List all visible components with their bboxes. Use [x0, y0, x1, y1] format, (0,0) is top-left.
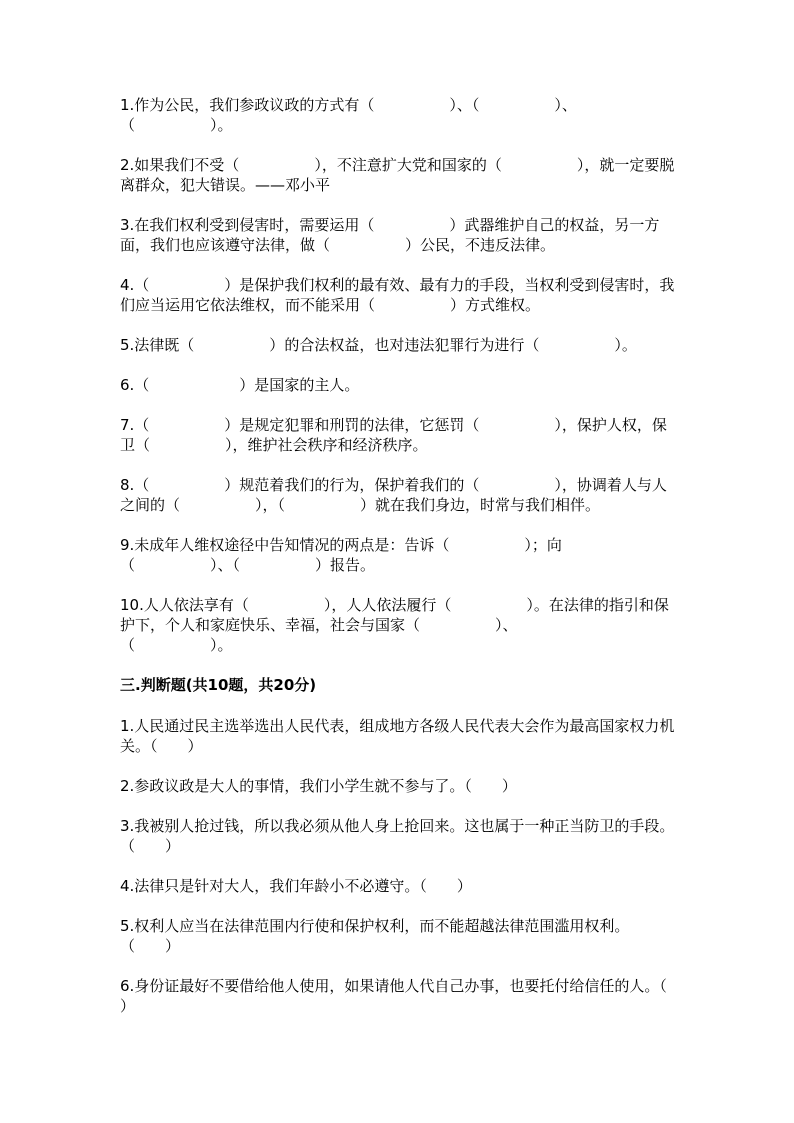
- section-title: 三.判断题(共10题，共20分): [120, 676, 317, 694]
- fill-blank-question-5: 5.法律既（ ）的合法权益，也对违法犯罪行为进行（ ）。: [120, 336, 637, 354]
- fill-blank-question-8: 8.（ ）规范着我们的行为，保护着我们的（ ），协调着人与人之间的（ ），（ ）就在我们身边，时常与我们相伴。: [120, 476, 667, 514]
- true-false-question-4: 4.法律只是针对大人，我们年龄小不必遵守。（ ）: [120, 877, 472, 895]
- exam-page: [120, 95, 697, 1036]
- true-false-question-5: 5.权利人应当在法律范围内行使和保护权利，而不能超越法律范围滥用权利。 （ ）: [120, 917, 630, 955]
- fill-blank-question-9: 9.未成年人维权途径中告知情况的两点是：告诉（ ）；向 （ ）、（ ）报告。: [120, 536, 562, 574]
- fill-blank-question-1: 1.作为公民，我们参政议政的方式有（ ）、（ ）、 （ ）。: [120, 96, 577, 134]
- true-false-question-1: 1.人民通过民主选举选出人民代表，组成地方各级人民代表大会作为最高国家权力机关。（ ）: [120, 717, 675, 755]
- fill-blank-question-7: 7.（ ）是规定犯罪和刑罚的法律，它惩罚（ ），保护人权，保卫（ ），维护社会秩序和经济秩序。: [120, 416, 667, 454]
- fill-blank-question-6: 6.（ ）是国家的主人。: [120, 376, 360, 394]
- fill-blank-question-2: 2.如果我们不受（ ），不注意扩大党和国家的（ ），就一定要脱离群众，犯大错误。——邓小平: [120, 156, 675, 194]
- true-false-question-3: 3.我被别人抢过钱，所以我必须从他人身上抢回来。这也属于一种正当防卫的手段。（ ）: [120, 817, 675, 855]
- fill-blank-question-4: 4.（ ）是保护我们权利的最有效、最有力的手段，当权利受到侵害时，我们应当运用它依法维权，而不能采用（ ）方式维权。: [120, 276, 675, 314]
- true-false-question-2: 2.参政议政是大人的事情，我们小学生就不参与了。（ ）: [120, 777, 517, 795]
- true-false-question-6: 6.身份证最好不要借给他人使用，如果请他人代自己办事，也要托付给信任的人。（ ）: [120, 977, 697, 1015]
- fill-blank-question-10: 10.人人依法享有（ ），人人依法履行（ ）。在法律的指引和保护下，个人和家庭快乐、幸福，社会与国家（ ）、 （ ）。: [120, 596, 669, 654]
- fill-blank-question-3: 3.在我们权利受到侵害时，需要运用（ ）武器维护自己的权益，另一方面，我们也应该遵守法律，做（ ）公民，不违反法律。: [120, 216, 660, 254]
